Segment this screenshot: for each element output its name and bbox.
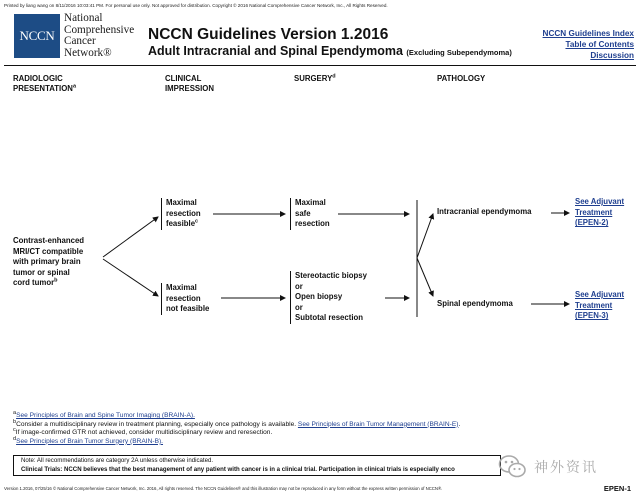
node-line: Stereotactic biopsy — [295, 271, 367, 280]
footnote-ref: b — [54, 277, 58, 284]
logo-line: Comprehensive — [64, 23, 135, 36]
footnote-ref: a — [72, 83, 76, 90]
surgery-principles-link[interactable]: See Principles of Brain Tumor Surgery (BRAIN-B). — [16, 437, 164, 445]
adjuvant-link-epen2[interactable] — [575, 197, 624, 229]
col-text: SURGERY — [294, 74, 333, 83]
note-line: Clinical Trials: NCCN believes that the best management of any patient with cancer is in a clinical trial. Participation in clinical trials is especially enco — [21, 465, 455, 473]
adjuvant-link-epen3[interactable] — [575, 290, 624, 322]
node-spinal: Spinal ependymoma — [437, 299, 513, 308]
node-line: or — [295, 302, 303, 312]
footnote-text: If image-confirmed GTR not achieved, consider multidisciplinary review and reresection. — [15, 429, 273, 437]
node-line: resection — [166, 208, 201, 218]
print-notice: Printed by liang wang on 8/11/2016 10:03:41 PM. For personal use only. Not approved for distribution. Copyright © 2016 National Comprehensive Cancer Network, Inc., All Rights Reserved. — [4, 3, 388, 8]
node-line: Subtotal resection — [295, 313, 364, 323]
footnotes — [13, 409, 461, 446]
link-line[interactable]: Treatment — [575, 207, 613, 217]
wechat-icon — [498, 454, 528, 480]
node-line: Maximal — [295, 198, 326, 207]
col-text: PRESENTATION — [13, 84, 73, 93]
node-line: Contrast-enhanced — [13, 236, 85, 245]
node-not-feasible — [161, 283, 209, 315]
node-line: MRI/CT compatible — [13, 246, 84, 256]
logo-line: National — [64, 12, 103, 24]
node-line: Open biopsy — [295, 292, 343, 302]
footnote-c — [13, 429, 460, 438]
node-presentation — [13, 236, 84, 289]
node-intracranial: Intracranial ependymoma — [437, 207, 532, 216]
logo-abbrev: NCCN — [19, 28, 55, 43]
node-line: resection — [166, 293, 201, 303]
node-feasible — [161, 198, 201, 230]
watermark-text: 神外资讯 — [534, 459, 598, 475]
arrow-to-not-feasible — [103, 259, 158, 296]
col-text: CLINICAL — [165, 74, 202, 83]
footer-version: Version 1.2016, 07/25/16 © National Comprehensive Cancer Network, Inc. 2016, All rights reserved. The NCCN Guidelines® and this illustration may not be reproduced in any form without the express written permission of NCCN®. — [4, 486, 443, 491]
logo-line: Network® — [64, 46, 112, 59]
node-line: Maximal — [166, 283, 197, 292]
arrow-to-spinal — [417, 258, 433, 296]
note-box — [13, 455, 501, 476]
node-line: cord tumor — [13, 278, 55, 288]
link-line[interactable]: Treatment — [575, 300, 613, 310]
node-line: resection — [295, 219, 330, 229]
logo-line: Cancer — [64, 35, 96, 48]
footnote-marker: d — [13, 435, 17, 442]
node-line: not feasible — [166, 304, 210, 314]
col-text: RADIOLOGIC — [13, 74, 63, 83]
footnote-marker: b — [13, 418, 17, 425]
arrow-to-feasible — [103, 217, 158, 257]
subtitle-note: (Excluding Subependymoma) — [406, 48, 512, 57]
footnote-ref: d — [332, 73, 336, 80]
subtitle-main: Adult Intracranial and Spinal Ependymoma — [148, 44, 403, 58]
footnote-text: . — [458, 420, 461, 428]
node-line: with primary brain — [13, 257, 81, 267]
footnote-d — [13, 435, 460, 447]
management-principles-link[interactable]: See Principles of Brain Tumor Management (BRAIN-E) — [297, 420, 459, 428]
node-line: Maximal — [166, 198, 197, 207]
footnote-a — [13, 409, 460, 421]
link-line[interactable]: (EPEN-3) — [575, 311, 609, 321]
node-line: tumor or spinal — [13, 267, 70, 277]
page-title: NCCN Guidelines Version 1.2016 — [148, 26, 389, 43]
node-line: feasible — [166, 219, 196, 229]
node-line: safe — [295, 208, 311, 218]
node-safe-resection — [290, 198, 330, 230]
imaging-principles-link[interactable]: See Principles of Brain and Spine Tumor Imaging (BRAIN-A). — [16, 412, 195, 419]
col-text: IMPRESSION — [165, 84, 214, 93]
note-line: Note: All recommendations are category 2A unless otherwise indicated. — [21, 457, 214, 464]
node-line: or — [295, 281, 303, 291]
watermark — [498, 452, 638, 482]
col-pathology: PATHOLOGY — [437, 74, 486, 83]
discussion-link[interactable]: Discussion — [590, 51, 634, 60]
arrow-to-intracranial — [417, 214, 433, 258]
footnote-text: Consider a multidisciplinary review in treatment planning, especially once pathology is available. — [16, 420, 298, 428]
footnote-marker: c — [13, 427, 16, 433]
link-line[interactable]: See Adjuvant — [575, 197, 625, 206]
page-code: EPEN-1 — [603, 484, 631, 493]
guidelines-index-link[interactable]: NCCN Guidelines Index — [542, 29, 634, 38]
table-of-contents-link[interactable]: Table of Contents — [565, 40, 634, 49]
footnote-marker: a — [13, 409, 17, 416]
node-biopsy-options — [290, 271, 367, 324]
footnote-ref: c — [195, 218, 199, 225]
footnote-b — [13, 418, 461, 430]
link-line[interactable]: See Adjuvant — [575, 290, 625, 299]
link-line[interactable]: (EPEN-2) — [575, 218, 609, 228]
